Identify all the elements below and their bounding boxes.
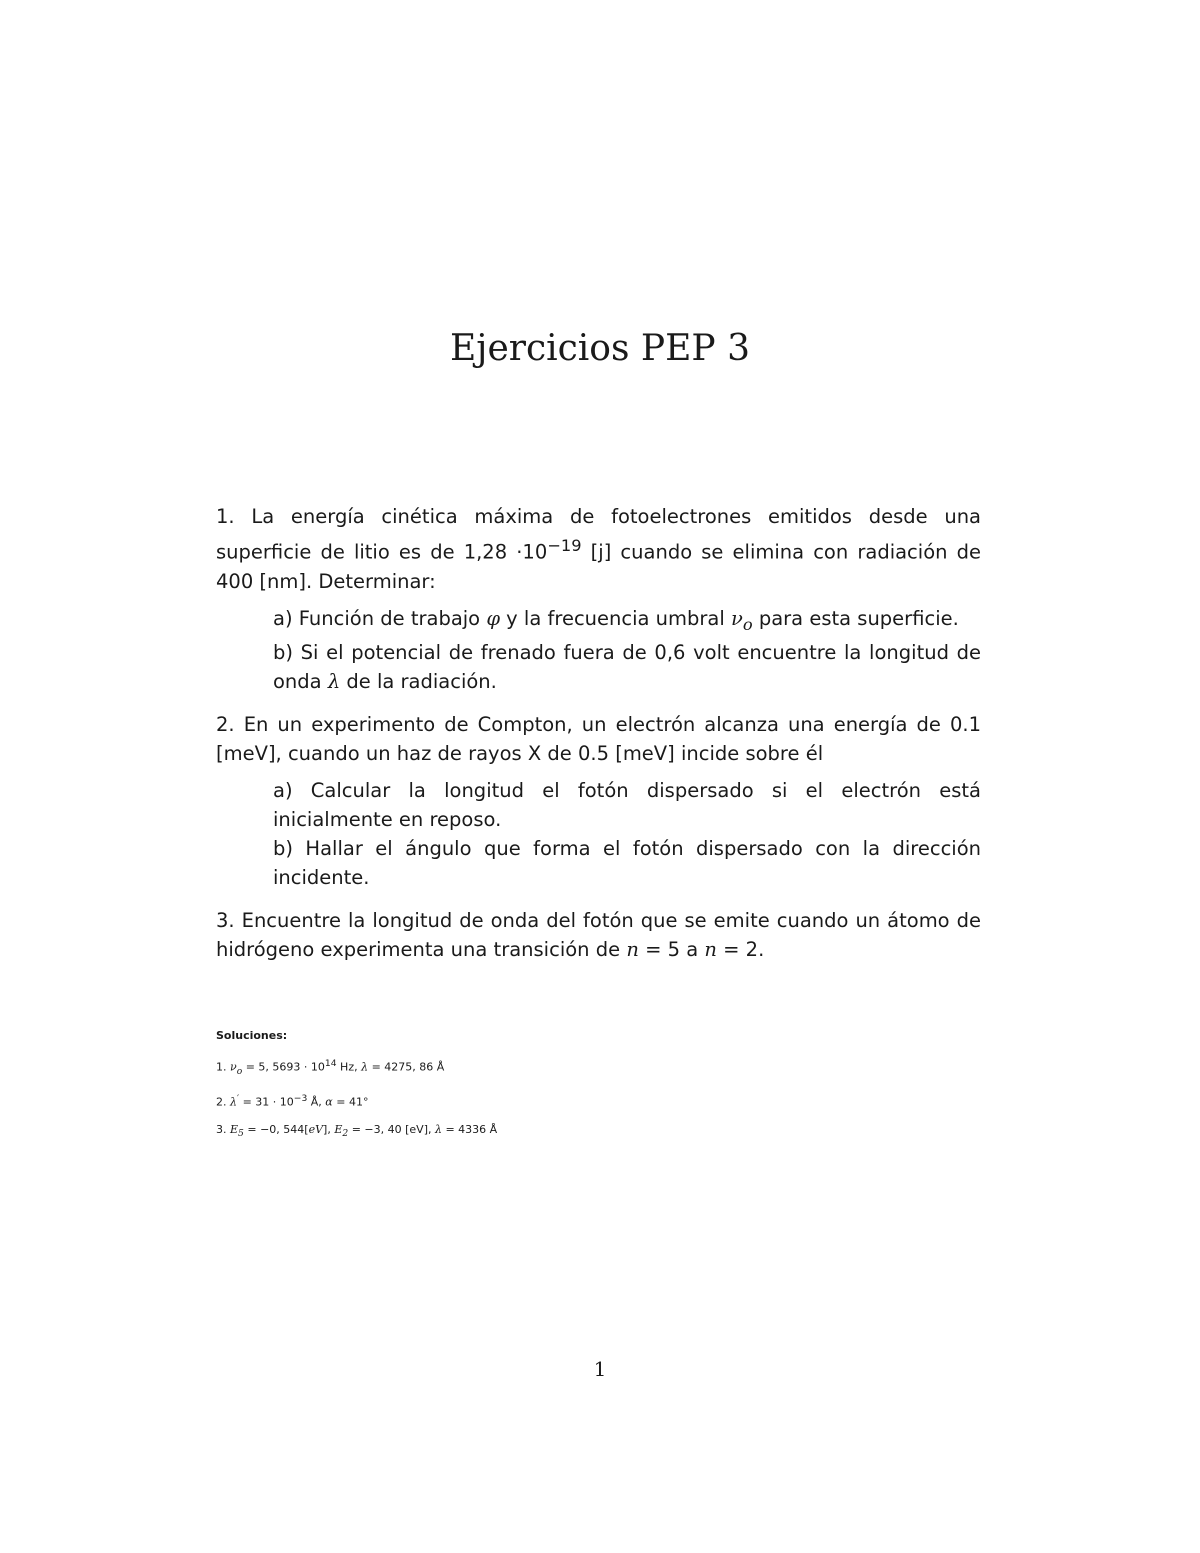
problem-number: 2. — [216, 713, 235, 737]
problem-3-statement: 3. Encuentre la longitud de onda del fotón que se emite cuando un átomo de hidrógeno experimenta una transición de n = 5 a n = 2. — [216, 909, 981, 962]
solution-3: 3. $E_5 = -0$, 544[eV], $E_2 = -3$, 40 [eV], λ = 4336 Å — [216, 1123, 498, 1140]
solutions-block — [216, 1022, 497, 1148]
subitem-b: b) Si el potencial de frenado fuera de 0,6 volt encuentre la longitud de onda λ de la radiación. — [273, 641, 981, 694]
problem-1 — [216, 502, 981, 696]
solutions-title: Soluciones: — [216, 1029, 288, 1042]
problem-number: 3. — [216, 909, 235, 933]
solution-2: 2. $\lambda' = 31 \cdot 10^{-3}$ Å, α = 41° — [216, 1092, 369, 1109]
problem-1-statement: 1. La energía cinética máxima de fotoelectrones emitidos desde una superficie de litio es de $1,28 \cdot 10^{-19}$ [j] cuando se elimina con radiación de 400 [nm]. Determinar: — [216, 505, 982, 593]
problem-1-subitems — [273, 604, 981, 697]
problem-2-subitems — [273, 776, 981, 892]
problem-3 — [216, 906, 981, 964]
subitem-a: a) Función de trabajo φ y la frecuencia umbral $\nu_o$ para esta superficie. — [273, 606, 959, 634]
subitem-b: b) Hallar el ángulo que forma el fotón dispersado con la dirección incidente. — [273, 837, 981, 890]
page-title: Ejercicios PEP 3 — [450, 328, 750, 369]
problem-number: 1. — [216, 505, 235, 528]
solution-1: 1. $\nu_o = 5$, $5693 \cdot 10^{14}$ Hz, λ = 4275, 86 Å — [216, 1057, 445, 1077]
exercise-list — [216, 502, 981, 978]
subitem-a: a) Calcular la longitud el fotón dispersado si el electrón está inicialmente en reposo. — [273, 779, 981, 832]
problem-2 — [216, 710, 981, 892]
problem-2-statement: 2. En un experimento de Compton, un electrón alcanza una energía de 0.1 [meV], cuando un haz de rayos X de 0.5 [meV] incide sobre él — [216, 713, 981, 766]
page-number: 1 — [593, 1357, 607, 1381]
